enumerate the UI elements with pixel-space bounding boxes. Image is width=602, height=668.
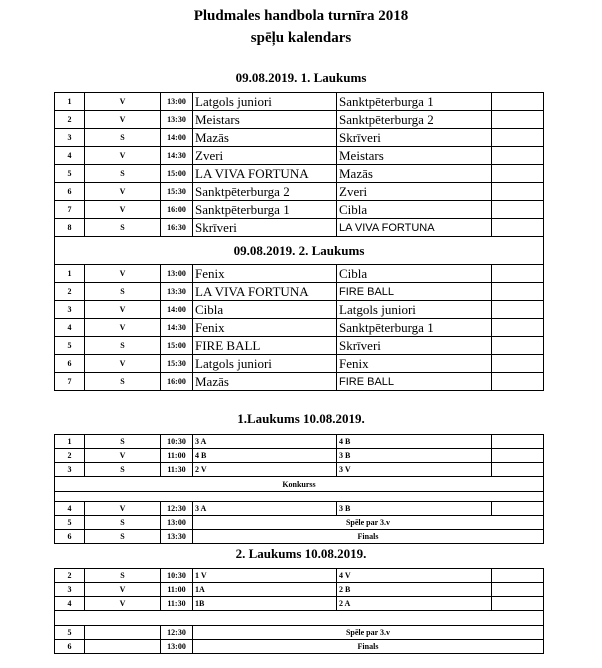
group-code: V: [85, 597, 161, 611]
team-home: Mazās: [193, 129, 337, 147]
result-cell: [492, 201, 544, 219]
team-home: Fenix: [193, 319, 337, 337]
match-label: Finals: [193, 640, 544, 654]
team-home: LA VIVA FORTUNA: [193, 283, 337, 301]
team-away: FIRE BALL: [337, 283, 492, 301]
group-code: V: [85, 111, 161, 129]
team-home: FIRE BALL: [193, 337, 337, 355]
team-away: Skrīveri: [337, 337, 492, 355]
match-number: 2: [55, 449, 85, 463]
table-row: [55, 569, 544, 583]
group-code: V: [85, 355, 161, 373]
group-code: S: [85, 569, 161, 583]
match-number: 7: [55, 201, 85, 219]
contest-label: Konkurss: [55, 477, 544, 492]
team-away: Zveri: [337, 183, 492, 201]
match-time: 14:00: [161, 129, 193, 147]
group-code: S: [85, 129, 161, 147]
team-home: 1 V: [193, 569, 337, 583]
match-number: 4: [55, 597, 85, 611]
match-time: 13:00: [161, 640, 193, 654]
table-row: [55, 265, 544, 283]
group-code: S: [85, 373, 161, 391]
table-row: [55, 219, 544, 237]
team-away: 3 B: [337, 449, 492, 463]
result-cell: [492, 435, 544, 449]
table-row: [55, 201, 544, 219]
match-number: 5: [55, 165, 85, 183]
match-label: Spēle par 3.v: [193, 516, 544, 530]
match-time: 14:00: [161, 301, 193, 319]
table-row: [55, 492, 544, 502]
table-row: [55, 530, 544, 544]
match-number: 2: [55, 111, 85, 129]
match-number: 6: [55, 355, 85, 373]
schedule-table-day1: [54, 92, 544, 391]
table-row: [55, 283, 544, 301]
team-home: Meistars: [193, 111, 337, 129]
result-cell: [492, 301, 544, 319]
spacer-row: [55, 492, 544, 502]
team-away: Latgols juniori: [337, 301, 492, 319]
table-row: [55, 640, 544, 654]
team-home: Mazās: [193, 373, 337, 391]
result-cell: [492, 373, 544, 391]
table-row: [55, 463, 544, 477]
team-home: 1B: [193, 597, 337, 611]
result-cell: [492, 355, 544, 373]
day2-court1-heading: 1.Laukums 10.08.2019.: [237, 411, 365, 426]
team-home: Sanktpēterburga 2: [193, 183, 337, 201]
match-number: 3: [55, 129, 85, 147]
group-code: S: [85, 516, 161, 530]
group-code: S: [85, 530, 161, 544]
match-time: 16:00: [161, 373, 193, 391]
table-row: [55, 301, 544, 319]
group-code: V: [85, 319, 161, 337]
result-cell: [492, 93, 544, 111]
group-code: S: [85, 463, 161, 477]
result-cell: [492, 569, 544, 583]
match-number: 3: [55, 583, 85, 597]
match-number: 6: [55, 183, 85, 201]
group-code: S: [85, 435, 161, 449]
match-time: 13:30: [161, 530, 193, 544]
match-time: 10:30: [161, 569, 193, 583]
table-row: [55, 516, 544, 530]
match-time: 13:00: [161, 516, 193, 530]
team-home: 3 A: [193, 435, 337, 449]
result-cell: [492, 265, 544, 283]
table-row: [55, 449, 544, 463]
court2-section: [55, 237, 544, 391]
match-number: 4: [55, 147, 85, 165]
group-code: S: [85, 165, 161, 183]
match-number: 5: [55, 337, 85, 355]
team-home: LA VIVA FORTUNA: [193, 165, 337, 183]
match-number: 3: [55, 463, 85, 477]
match-time: 13:30: [161, 283, 193, 301]
table-row: [55, 355, 544, 373]
team-away: 4 B: [337, 435, 492, 449]
match-time: 13:00: [161, 93, 193, 111]
table-row: [55, 183, 544, 201]
table-row: [55, 111, 544, 129]
match-number: 2: [55, 283, 85, 301]
table-row: [55, 502, 544, 516]
result-cell: [492, 502, 544, 516]
match-number: 4: [55, 319, 85, 337]
match-time: 14:30: [161, 319, 193, 337]
team-away: Mazās: [337, 165, 492, 183]
spacer-row: [55, 611, 544, 626]
document-title: Pludmales handbola turnīra 2018: [193, 8, 409, 24]
table-row: [55, 435, 544, 449]
group-code: V: [85, 93, 161, 111]
team-away: 3 V: [337, 463, 492, 477]
table-row: [55, 237, 544, 265]
group-code: [85, 626, 161, 640]
result-cell: [492, 111, 544, 129]
match-time: 15:00: [161, 165, 193, 183]
match-time: 14:30: [161, 147, 193, 165]
team-away: Cibla: [337, 265, 492, 283]
match-number: 3: [55, 301, 85, 319]
table-row: [55, 147, 544, 165]
match-time: 13:30: [161, 111, 193, 129]
group-code: V: [85, 301, 161, 319]
match-time: 16:30: [161, 219, 193, 237]
table-row: [55, 611, 544, 626]
match-number: 5: [55, 516, 85, 530]
group-code: V: [85, 183, 161, 201]
team-away: Fenix: [337, 355, 492, 373]
result-cell: [492, 283, 544, 301]
match-label: Spēle par 3.v: [193, 626, 544, 640]
match-time: 10:30: [161, 435, 193, 449]
result-cell: [492, 183, 544, 201]
match-time: 12:30: [161, 626, 193, 640]
table-row: [55, 319, 544, 337]
team-away: LA VIVA FORTUNA: [337, 219, 492, 237]
group-code: S: [85, 219, 161, 237]
result-cell: [492, 597, 544, 611]
match-time: 11:00: [161, 583, 193, 597]
group-code: V: [85, 583, 161, 597]
result-cell: [492, 319, 544, 337]
court2-heading: 09.08.2019. 2. Laukums: [55, 237, 544, 265]
schedule-table-day2-court2: [54, 568, 544, 654]
match-time: 12:30: [161, 502, 193, 516]
table-row: [55, 583, 544, 597]
match-number: 8: [55, 219, 85, 237]
group-code: S: [85, 283, 161, 301]
team-home: Latgols juniori: [193, 355, 337, 373]
match-time: 11:30: [161, 463, 193, 477]
court1-rows: [55, 93, 544, 237]
team-home: 4 B: [193, 449, 337, 463]
team-home: Latgols juniori: [193, 93, 337, 111]
table-row: [55, 93, 544, 111]
group-code: V: [85, 265, 161, 283]
team-home: 1A: [193, 583, 337, 597]
group-code: S: [85, 337, 161, 355]
table-row: [55, 337, 544, 355]
group-code: V: [85, 449, 161, 463]
group-code: [85, 640, 161, 654]
match-number: 7: [55, 373, 85, 391]
table-row: [55, 129, 544, 147]
day2-court2-heading: 2. Laukums 10.08.2019.: [235, 546, 367, 561]
result-cell: [492, 165, 544, 183]
document-subtitle: spēļu kalendars: [250, 30, 352, 46]
match-time: 15:30: [161, 355, 193, 373]
team-away: Sanktpēterburga 1: [337, 93, 492, 111]
result-cell: [492, 129, 544, 147]
match-number: 6: [55, 640, 85, 654]
match-time: 11:00: [161, 449, 193, 463]
schedule-table-day2-court1: [54, 434, 544, 544]
group-code: V: [85, 147, 161, 165]
table-row: [55, 373, 544, 391]
result-cell: [492, 337, 544, 355]
match-time: 13:00: [161, 265, 193, 283]
match-time: 15:30: [161, 183, 193, 201]
result-cell: [492, 463, 544, 477]
match-number: 1: [55, 265, 85, 283]
match-number: 1: [55, 435, 85, 449]
team-home: Cibla: [193, 301, 337, 319]
team-away: Meistars: [337, 147, 492, 165]
team-home: 2 V: [193, 463, 337, 477]
team-away: Skrīveri: [337, 129, 492, 147]
team-away: 3 B: [337, 502, 492, 516]
team-home: Zveri: [193, 147, 337, 165]
team-home: 3 A: [193, 502, 337, 516]
team-away: FIRE BALL: [337, 373, 492, 391]
team-away: 2 A: [337, 597, 492, 611]
team-away: Sanktpēterburga 2: [337, 111, 492, 129]
team-away: Cibla: [337, 201, 492, 219]
team-home: Fenix: [193, 265, 337, 283]
result-cell: [492, 219, 544, 237]
team-home: Sanktpēterburga 1: [193, 201, 337, 219]
court1-heading: 09.08.2019. 1. Laukums: [235, 70, 367, 85]
match-number: 6: [55, 530, 85, 544]
match-time: 15:00: [161, 337, 193, 355]
team-away: Sanktpēterburga 1: [337, 319, 492, 337]
table-row: [55, 597, 544, 611]
match-time: 11:30: [161, 597, 193, 611]
table-row: [55, 477, 544, 492]
table-row: [55, 626, 544, 640]
match-number: 5: [55, 626, 85, 640]
group-code: V: [85, 502, 161, 516]
match-number: 4: [55, 502, 85, 516]
group-code: V: [85, 201, 161, 219]
team-away: 4 V: [337, 569, 492, 583]
result-cell: [492, 147, 544, 165]
match-number: 1: [55, 93, 85, 111]
team-home: Skrīveri: [193, 219, 337, 237]
team-away: 2 B: [337, 583, 492, 597]
result-cell: [492, 583, 544, 597]
table-row: [55, 165, 544, 183]
match-number: 2: [55, 569, 85, 583]
result-cell: [492, 449, 544, 463]
match-label: Finals: [193, 530, 544, 544]
match-time: 16:00: [161, 201, 193, 219]
